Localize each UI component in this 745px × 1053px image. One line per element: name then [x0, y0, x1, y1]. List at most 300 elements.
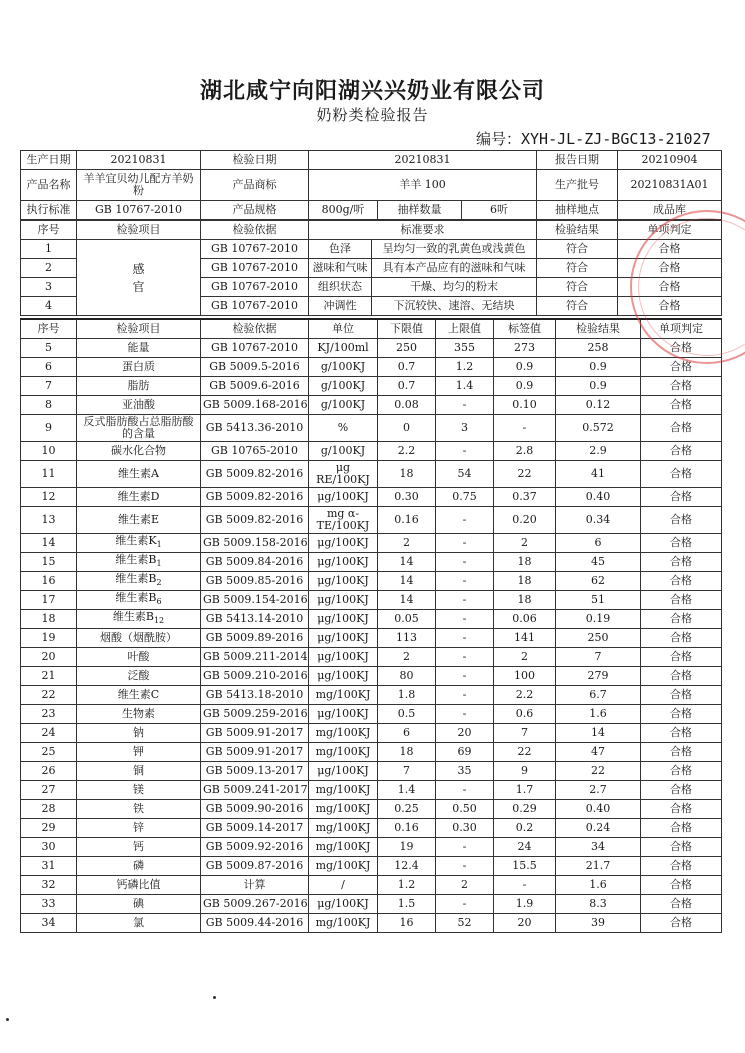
- row-requirement: 呈均匀一致的乳黄色或浅黄色: [372, 240, 537, 259]
- test-date-label: 检验日期: [201, 151, 309, 170]
- product-name: 羊羊宜贝幼儿配方羊奶粉: [77, 170, 201, 201]
- nutrient-row: [21, 415, 722, 442]
- row-basis: GB 5009.82-2016: [201, 461, 309, 488]
- item-subscript: 1: [156, 540, 162, 550]
- row-label-value: 0.06: [494, 610, 556, 629]
- product-name-label: 产品名称: [21, 170, 77, 201]
- sample-place-label: 抽样地点: [537, 201, 618, 220]
- header-no: 序号: [21, 319, 77, 339]
- row-label-value: 0.2: [494, 819, 556, 838]
- row-basis: GB 5009.259-2016: [201, 705, 309, 724]
- row-basis: GB 5413.14-2010: [201, 610, 309, 629]
- nutrient-row: [21, 591, 722, 610]
- document-number: 编号：XYH-JL-ZJ-BGC13-21027: [476, 130, 711, 148]
- row-unit: μg/100KJ: [309, 553, 378, 572]
- row-no: 17: [21, 591, 77, 610]
- row-unit: KJ/100ml: [309, 339, 378, 358]
- row-item: 冲调性: [309, 297, 372, 316]
- row-label-value: 9: [494, 762, 556, 781]
- nutrient-table: [20, 318, 722, 933]
- row-item: 反式脂肪酸占总脂肪酸的含量: [77, 415, 201, 442]
- row-no: 30: [21, 838, 77, 857]
- row-item: 生物素: [77, 705, 201, 724]
- row-label-value: 18: [494, 572, 556, 591]
- row-result: 0.40: [556, 800, 641, 819]
- row-no: 2: [21, 259, 77, 278]
- row-basis: GB 5009.91-2017: [201, 743, 309, 762]
- row-basis: GB 5413.36-2010: [201, 415, 309, 442]
- nutrient-header-row: [21, 319, 722, 339]
- row-judgement: 合格: [641, 724, 722, 743]
- row-high: -: [436, 705, 494, 724]
- row-no: 1: [21, 240, 77, 259]
- row-item: 滋味和气味: [309, 259, 372, 278]
- row-result: 6: [556, 534, 641, 553]
- production-date-label: 生产日期: [21, 151, 77, 170]
- row-judgement: 合格: [641, 488, 722, 507]
- row-no: 13: [21, 507, 77, 534]
- row-high: -: [436, 667, 494, 686]
- row-judgement: 合格: [641, 377, 722, 396]
- row-label-value: -: [494, 415, 556, 442]
- row-judgement: 合格: [618, 297, 722, 316]
- row-low: 0.5: [378, 705, 436, 724]
- header-high: 上限值: [436, 319, 494, 339]
- row-item: 钠: [77, 724, 201, 743]
- row-item: 色泽: [309, 240, 372, 259]
- header-basis: 检验依据: [201, 221, 309, 240]
- row-no: 27: [21, 781, 77, 800]
- item-name: 维生素B: [112, 609, 154, 623]
- sensory-header-row: [21, 221, 722, 240]
- row-unit: mg/100KJ: [309, 914, 378, 933]
- row-basis: GB 5009.168-2016: [201, 396, 309, 415]
- row-result: 1.6: [556, 876, 641, 895]
- sensory-group-label: 感 官: [77, 240, 201, 316]
- row-no: 15: [21, 553, 77, 572]
- row-result: 0.19: [556, 610, 641, 629]
- row-unit: mg/100KJ: [309, 838, 378, 857]
- row-label-value: 18: [494, 553, 556, 572]
- row-result: 8.3: [556, 895, 641, 914]
- report-date: 20210904: [618, 151, 722, 170]
- row-high: 54: [436, 461, 494, 488]
- row-unit: μg/100KJ: [309, 895, 378, 914]
- row-result: 39: [556, 914, 641, 933]
- row-high: 1.4: [436, 377, 494, 396]
- row-judgement: 合格: [641, 800, 722, 819]
- row-unit: mg/100KJ: [309, 800, 378, 819]
- row-item: 钙: [77, 838, 201, 857]
- row-no: 28: [21, 800, 77, 819]
- row-item: 铜: [77, 762, 201, 781]
- row-label-value: -: [494, 876, 556, 895]
- row-requirement: 具有本产品应有的滋味和气味: [372, 259, 537, 278]
- row-low: 0: [378, 415, 436, 442]
- row-no: 3: [21, 278, 77, 297]
- scan-speck: [213, 996, 216, 999]
- sample-qty-label: 抽样数量: [378, 201, 462, 220]
- brand: 羊羊 100: [309, 170, 537, 201]
- row-low: 1.2: [378, 876, 436, 895]
- row-low: 0.30: [378, 488, 436, 507]
- row-result: 0.24: [556, 819, 641, 838]
- batch: 20210831A01: [618, 170, 722, 201]
- row-label-value: 0.6: [494, 705, 556, 724]
- row-judgement: 合格: [641, 610, 722, 629]
- row-result: 34: [556, 838, 641, 857]
- row-no: 32: [21, 876, 77, 895]
- row-judgement: 合格: [641, 686, 722, 705]
- row-unit: mg/100KJ: [309, 743, 378, 762]
- row-basis: GB 5009.14-2017: [201, 819, 309, 838]
- row-no: 7: [21, 377, 77, 396]
- row-high: 20: [436, 724, 494, 743]
- row-basis: GB 10767-2010: [201, 339, 309, 358]
- batch-label: 生产批号: [537, 170, 618, 201]
- spec: 800g/听: [309, 201, 378, 220]
- row-no: 16: [21, 572, 77, 591]
- row-low: 0.16: [378, 507, 436, 534]
- row-basis: GB 10767-2010: [201, 297, 309, 316]
- row-item: 锌: [77, 819, 201, 838]
- row-no: 29: [21, 819, 77, 838]
- row-label-value: 1.9: [494, 895, 556, 914]
- row-no: 31: [21, 857, 77, 876]
- nutrient-row: [21, 667, 722, 686]
- info-table: [20, 150, 722, 201]
- report-subtitle: 奶粉类检验报告: [316, 106, 429, 124]
- row-basis: GB 5009.92-2016: [201, 838, 309, 857]
- row-item: [77, 534, 201, 553]
- nutrient-row: [21, 800, 722, 819]
- row-basis: GB 5009.90-2016: [201, 800, 309, 819]
- row-item: 铁: [77, 800, 201, 819]
- row-low: 1.8: [378, 686, 436, 705]
- row-low: 0.7: [378, 377, 436, 396]
- row-judgement: 合格: [641, 358, 722, 377]
- row-judgement: 合格: [641, 648, 722, 667]
- row-item: 组织状态: [309, 278, 372, 297]
- row-unit: μg/100KJ: [309, 762, 378, 781]
- row-unit: %: [309, 415, 378, 442]
- row-low: 18: [378, 461, 436, 488]
- item-subscript: 12: [153, 616, 165, 626]
- row-high: -: [436, 629, 494, 648]
- row-high: -: [436, 857, 494, 876]
- row-result: 2.7: [556, 781, 641, 800]
- row-basis: GB 5009.87-2016: [201, 857, 309, 876]
- nutrient-row: [21, 743, 722, 762]
- row-high: 35: [436, 762, 494, 781]
- row-no: 10: [21, 442, 77, 461]
- row-high: 0.75: [436, 488, 494, 507]
- row-high: -: [436, 610, 494, 629]
- nutrient-row: [21, 686, 722, 705]
- nutrient-row: [21, 629, 722, 648]
- row-result: 250: [556, 629, 641, 648]
- row-basis: GB 5009.210-2016: [201, 667, 309, 686]
- standard: GB 10767-2010: [77, 201, 201, 220]
- row-result: 符合: [537, 297, 618, 316]
- row-requirement: 干燥、均匀的粉末: [372, 278, 537, 297]
- row-high: -: [436, 781, 494, 800]
- row-basis: GB 10767-2010: [201, 259, 309, 278]
- row-no: 25: [21, 743, 77, 762]
- row-unit: μg/100KJ: [309, 610, 378, 629]
- row-label-value: 100: [494, 667, 556, 686]
- row-item: 碳水化合物: [77, 442, 201, 461]
- nutrient-row: [21, 396, 722, 415]
- row-high: -: [436, 534, 494, 553]
- row-item: 维生素A: [77, 461, 201, 488]
- item-subscript: 2: [156, 578, 162, 588]
- row-judgement: 合格: [641, 667, 722, 686]
- row-judgement: 合格: [641, 819, 722, 838]
- item-subscript: 6: [156, 597, 162, 607]
- row-basis: GB 5009.89-2016: [201, 629, 309, 648]
- row-no: 33: [21, 895, 77, 914]
- row-low: 19: [378, 838, 436, 857]
- nutrient-row: [21, 876, 722, 895]
- row-unit: μg/100KJ: [309, 488, 378, 507]
- row-result: 62: [556, 572, 641, 591]
- nutrient-row: [21, 705, 722, 724]
- row-result: 45: [556, 553, 641, 572]
- row-item: 碘: [77, 895, 201, 914]
- header-label-value: 标签值: [494, 319, 556, 339]
- row-result: 符合: [537, 259, 618, 278]
- row-unit: μg/100KJ: [309, 572, 378, 591]
- row-high: 0.30: [436, 819, 494, 838]
- row-no: 14: [21, 534, 77, 553]
- row-basis: GB 5009.158-2016: [201, 534, 309, 553]
- row-item: 叶酸: [77, 648, 201, 667]
- row-no: 6: [21, 358, 77, 377]
- item-name: 维生素B: [115, 590, 157, 604]
- item-name: 维生素K: [115, 533, 157, 547]
- row-unit: μg RE/100KJ: [309, 461, 378, 488]
- row-label-value: 18: [494, 591, 556, 610]
- row-result: 0.9: [556, 358, 641, 377]
- row-result: 0.34: [556, 507, 641, 534]
- row-unit: mg/100KJ: [309, 857, 378, 876]
- row-label-value: 15.5: [494, 857, 556, 876]
- nutrient-row: [21, 781, 722, 800]
- row-unit: g/100KJ: [309, 396, 378, 415]
- row-unit: mg/100KJ: [309, 686, 378, 705]
- nutrient-row: [21, 895, 722, 914]
- row-high: 1.2: [436, 358, 494, 377]
- row-result: 符合: [537, 240, 618, 259]
- production-date: 20210831: [77, 151, 201, 170]
- nutrient-row: [21, 724, 722, 743]
- row-no: 23: [21, 705, 77, 724]
- row-basis: GB 10765-2010: [201, 442, 309, 461]
- info-table-spec: [20, 200, 722, 220]
- row-item: 镁: [77, 781, 201, 800]
- row-item: 泛酸: [77, 667, 201, 686]
- row-item: 钾: [77, 743, 201, 762]
- sensory-row: [21, 240, 722, 259]
- nutrient-row: [21, 857, 722, 876]
- row-item: 磷: [77, 857, 201, 876]
- row-result: 7: [556, 648, 641, 667]
- nutrient-row: [21, 610, 722, 629]
- row-unit: g/100KJ: [309, 358, 378, 377]
- row-result: 21.7: [556, 857, 641, 876]
- row-unit: μg/100KJ: [309, 534, 378, 553]
- row-low: 2: [378, 648, 436, 667]
- nutrient-row: [21, 507, 722, 534]
- row-judgement: 合格: [641, 762, 722, 781]
- nutrient-row: [21, 534, 722, 553]
- row-item: 能量: [77, 339, 201, 358]
- row-high: -: [436, 572, 494, 591]
- row-high: -: [436, 686, 494, 705]
- header-no: 序号: [21, 221, 77, 240]
- item-name: 维生素B: [115, 571, 157, 585]
- row-high: 355: [436, 339, 494, 358]
- sample-place: 成品库: [618, 201, 722, 220]
- row-item: 烟酸（烟酰胺）: [77, 629, 201, 648]
- row-item: 维生素E: [77, 507, 201, 534]
- row-judgement: 合格: [641, 743, 722, 762]
- row-no: 5: [21, 339, 77, 358]
- row-item: 维生素D: [77, 488, 201, 507]
- row-high: -: [436, 396, 494, 415]
- header-result: 检验结果: [537, 221, 618, 240]
- row-basis: GB 10767-2010: [201, 278, 309, 297]
- row-result: 0.40: [556, 488, 641, 507]
- row-unit: μg/100KJ: [309, 648, 378, 667]
- row-label-value: 0.9: [494, 377, 556, 396]
- row-judgement: 合格: [641, 553, 722, 572]
- row-item: 钙磷比值: [77, 876, 201, 895]
- row-label-value: 2.2: [494, 686, 556, 705]
- row-basis: GB 5009.82-2016: [201, 507, 309, 534]
- nutrient-row: [21, 358, 722, 377]
- header-unit: 单位: [309, 319, 378, 339]
- row-low: 6: [378, 724, 436, 743]
- row-judgement: 合格: [641, 914, 722, 933]
- row-no: 24: [21, 724, 77, 743]
- row-item: 亚油酸: [77, 396, 201, 415]
- row-low: 1.5: [378, 895, 436, 914]
- nutrient-row: [21, 762, 722, 781]
- row-judgement: 合格: [641, 415, 722, 442]
- row-no: 21: [21, 667, 77, 686]
- row-item: 脂肪: [77, 377, 201, 396]
- standard-label: 执行标准: [21, 201, 77, 220]
- row-judgement: 合格: [641, 591, 722, 610]
- row-basis: GB 5009.13-2017: [201, 762, 309, 781]
- row-label-value: 0.20: [494, 507, 556, 534]
- row-no: 20: [21, 648, 77, 667]
- row-result: 0.9: [556, 377, 641, 396]
- row-low: 0.05: [378, 610, 436, 629]
- row-label-value: 22: [494, 743, 556, 762]
- row-judgement: 合格: [641, 857, 722, 876]
- row-low: 18: [378, 743, 436, 762]
- row-unit: g/100KJ: [309, 377, 378, 396]
- row-label-value: 273: [494, 339, 556, 358]
- row-unit: μg/100KJ: [309, 629, 378, 648]
- row-low: 0.7: [378, 358, 436, 377]
- row-low: 14: [378, 572, 436, 591]
- row-label-value: 24: [494, 838, 556, 857]
- row-item: [77, 553, 201, 572]
- row-label-value: 2: [494, 534, 556, 553]
- report-date-label: 报告日期: [537, 151, 618, 170]
- row-no: 18: [21, 610, 77, 629]
- row-high: -: [436, 507, 494, 534]
- row-no: 4: [21, 297, 77, 316]
- row-judgement: 合格: [618, 259, 722, 278]
- nutrient-body: [21, 339, 722, 933]
- row-low: 16: [378, 914, 436, 933]
- row-basis: GB 5009.211-2014: [201, 648, 309, 667]
- row-item: [77, 572, 201, 591]
- row-basis: 计算: [201, 876, 309, 895]
- row-high: -: [436, 442, 494, 461]
- row-no: 26: [21, 762, 77, 781]
- row-basis: GB 5009.154-2016: [201, 591, 309, 610]
- row-high: 3: [436, 415, 494, 442]
- row-result: 6.7: [556, 686, 641, 705]
- row-judgement: 合格: [641, 339, 722, 358]
- spec-label: 产品规格: [201, 201, 309, 220]
- row-judgement: 合格: [641, 781, 722, 800]
- nutrient-row: [21, 377, 722, 396]
- row-high: 52: [436, 914, 494, 933]
- header-basis: 检验依据: [201, 319, 309, 339]
- row-basis: GB 5009.241-2017: [201, 781, 309, 800]
- row-no: 12: [21, 488, 77, 507]
- row-result: 41: [556, 461, 641, 488]
- row-high: -: [436, 591, 494, 610]
- nutrient-row: [21, 572, 722, 591]
- row-unit: μg/100KJ: [309, 667, 378, 686]
- row-judgement: 合格: [618, 278, 722, 297]
- test-date: 20210831: [309, 151, 537, 170]
- row-judgement: 合格: [641, 838, 722, 857]
- info-row-product: [21, 170, 722, 201]
- row-low: 12.4: [378, 857, 436, 876]
- header-result: 检验结果: [556, 319, 641, 339]
- row-low: 2.2: [378, 442, 436, 461]
- row-low: 7: [378, 762, 436, 781]
- row-unit: μg/100KJ: [309, 591, 378, 610]
- row-basis: GB 5009.84-2016: [201, 553, 309, 572]
- row-judgement: 合格: [641, 705, 722, 724]
- row-judgement: 合格: [641, 876, 722, 895]
- row-basis: GB 5009.5-2016: [201, 358, 309, 377]
- row-unit: mg/100KJ: [309, 819, 378, 838]
- row-low: 2: [378, 534, 436, 553]
- row-low: 14: [378, 591, 436, 610]
- row-low: 113: [378, 629, 436, 648]
- row-judgement: 合格: [641, 572, 722, 591]
- row-label-value: 2.8: [494, 442, 556, 461]
- row-requirement: 下沉较快、速溶、无结块: [372, 297, 537, 316]
- row-high: -: [436, 553, 494, 572]
- row-low: 0.16: [378, 819, 436, 838]
- row-result: 14: [556, 724, 641, 743]
- row-high: 69: [436, 743, 494, 762]
- company-name: 湖北咸宁向阳湖兴兴奶业有限公司: [199, 79, 545, 104]
- item-subscript: 1: [156, 559, 162, 569]
